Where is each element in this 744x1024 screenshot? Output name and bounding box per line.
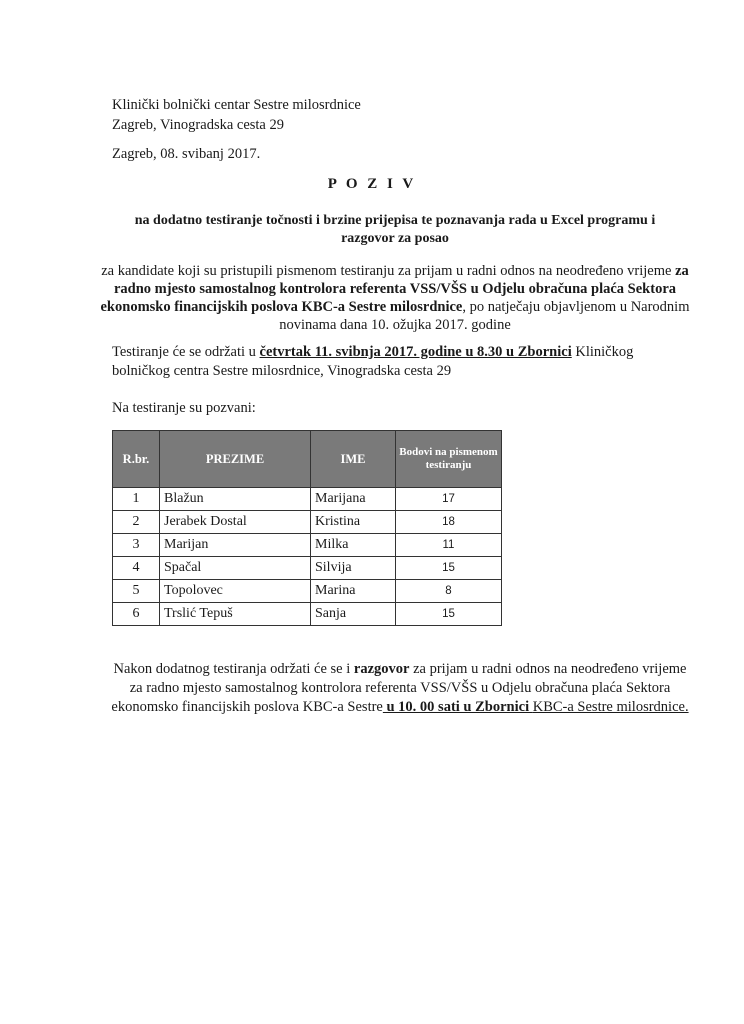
col-header-rbr: R.br. <box>113 431 160 488</box>
invited-label: Na testiranje su pozvani: <box>112 400 256 416</box>
institution-address: Zagreb, Vinogradska cesta 29 <box>112 117 284 133</box>
document-title: P O Z I V <box>327 176 417 192</box>
cell-bodovi: 15 <box>396 603 502 626</box>
intro-paragraph <box>100 262 690 334</box>
cell-bodovi: 17 <box>396 488 502 511</box>
cell-rbr: 5 <box>113 580 160 603</box>
cell-ime: Marijana <box>311 488 396 511</box>
cell-prezime: Blažun <box>160 488 311 511</box>
col-header-ime: IME <box>311 431 396 488</box>
intro-position: za radno mjesto samostalnog kontrolora referenta VSS/VŠS u Odjelu obračuna plaća Sektora ekonomsko financijskih poslova KBC-a Sestre milosrdnice <box>100 263 689 315</box>
table-row <box>113 580 502 603</box>
cell-ime: Sanja <box>311 603 396 626</box>
cell-bodovi: 15 <box>396 557 502 580</box>
testing-text-2: Kliničkog bolničkog centra Sestre milosrdnice, Vinogradska cesta 29 <box>112 344 634 379</box>
cell-rbr: 2 <box>113 511 160 534</box>
document-date: Zagreb, 08. svibanj 2017. <box>112 146 261 162</box>
table-row <box>113 603 502 626</box>
cell-prezime: Marijan <box>160 534 311 557</box>
cell-bodovi: 8 <box>396 580 502 603</box>
candidates-table <box>112 430 502 626</box>
cell-bodovi: 11 <box>396 534 502 557</box>
cell-ime: Silvija <box>311 557 396 580</box>
cell-prezime: Trslić Tepuš <box>160 603 311 626</box>
document-subtitle: na dodatno testiranje točnosti i brzine prijepisa te poznavanja rada u Excel programu i razgovor za posao <box>134 213 656 246</box>
interview-text-3: KBC-a Sestre milosrdnice. <box>532 699 689 715</box>
cell-bodovi: 18 <box>396 511 502 534</box>
testing-datetime: četvrtak 11. svibnja 2017. godine u 8.30 u Zbornici <box>259 344 572 360</box>
interview-keyword: razgovor <box>353 661 410 677</box>
cell-prezime: Spačal <box>160 557 311 580</box>
table-header-row <box>113 431 502 488</box>
table-row <box>113 534 502 557</box>
cell-ime: Marina <box>311 580 396 603</box>
cell-prezime: Jerabek Dostal <box>160 511 311 534</box>
testing-paragraph <box>112 343 652 381</box>
cell-rbr: 1 <box>113 488 160 511</box>
testing-text-1: Testiranje će se održati u <box>112 344 260 360</box>
interview-text-1: Nakon dodatnog testiranja održati će se i <box>113 661 354 677</box>
institution-name: Klinički bolnički centar Sestre milosrdnice <box>112 97 361 113</box>
cell-rbr: 4 <box>113 557 160 580</box>
intro-text-1: za kandidate koji su pristupili pismenom testiranju za prijam u radni odnos na neodređeno vrijeme <box>101 263 676 279</box>
interview-text-2: za prijam u radni odnos na neodređeno vrijeme za radno mjesto samostalnog kontrolora referenta VSS/VŠS u Odjelu obračuna plaća Sektora ekonomsko financijskih poslova KBC-a Sestre <box>111 661 687 715</box>
cell-rbr: 3 <box>113 534 160 557</box>
intro-text-2: , po natječaju objavljenom u Narodnim novinama dana 10. ožujka 2017. godine <box>279 299 690 333</box>
table-row <box>113 557 502 580</box>
interview-datetime: u 10. 00 sati u Zbornici <box>382 699 533 715</box>
interview-paragraph <box>110 660 690 717</box>
cell-rbr: 6 <box>113 603 160 626</box>
cell-prezime: Topolovec <box>160 580 311 603</box>
col-header-prezime: PREZIME <box>160 431 311 488</box>
table-row <box>113 511 502 534</box>
cell-ime: Milka <box>311 534 396 557</box>
col-header-bodovi: Bodovi na pismenom testiranju <box>396 431 502 488</box>
cell-ime: Kristina <box>311 511 396 534</box>
letterhead <box>112 95 361 135</box>
table-row <box>113 488 502 511</box>
